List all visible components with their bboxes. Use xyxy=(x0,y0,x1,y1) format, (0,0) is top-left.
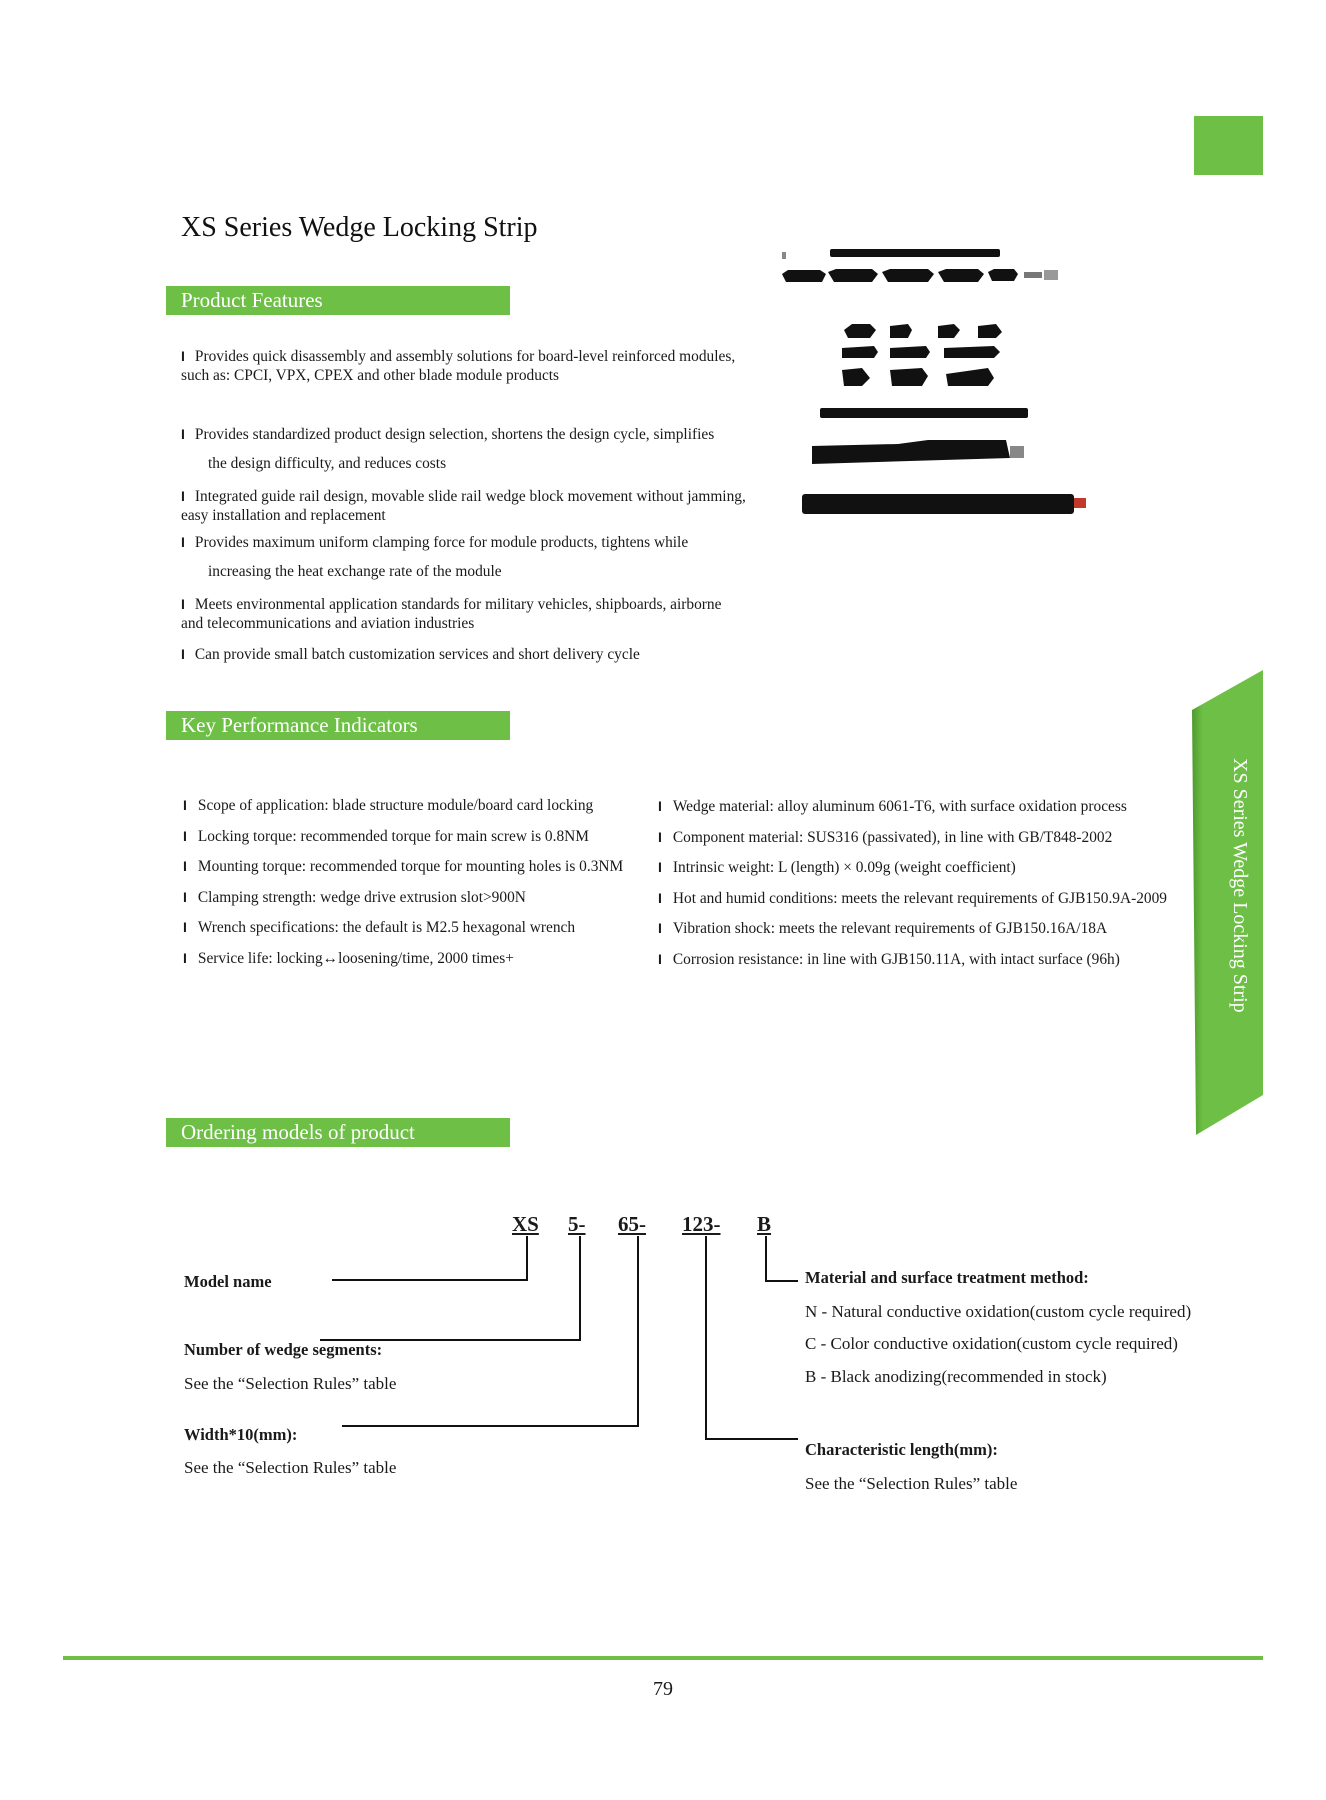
feature-item: I Meets environmental application standards for military vehicles, shipboards, airborne and telecommunications and aviation industries xyxy=(181,596,722,632)
bullet-icon: I xyxy=(183,828,187,844)
kpi-item: I Corrosion resistance: in line with GJB150.11A, with intact surface (96h) xyxy=(658,951,1120,968)
kpi-item: I Wedge material: alloy aluminum 6061-T6, with surface oxidation process xyxy=(658,798,1127,815)
length-label: Characteristic length(mm): xyxy=(805,1440,998,1459)
side-tab-label: XS Series Wedge Locking Strip xyxy=(1229,758,1251,1013)
segments-label: Number of wedge segments: xyxy=(184,1340,383,1359)
kpi-item: I Service life: locking↔loosening/time, 2000 times+ xyxy=(183,950,514,967)
kpi-item: I Component material: SUS316 (passivated), in line with GB/T848-2002 xyxy=(658,829,1113,846)
section-header-ordering: Ordering models of product xyxy=(166,1118,510,1147)
code-segments: 5- xyxy=(568,1212,586,1236)
bullet-icon: I xyxy=(181,426,185,442)
code-series: XS xyxy=(512,1212,539,1236)
bullet-icon: I xyxy=(658,920,662,936)
material-option: N - Natural conductive oxidation(custom cycle required) xyxy=(805,1302,1192,1321)
code-width: 65- xyxy=(618,1212,646,1236)
bullet-icon: I xyxy=(183,919,187,935)
bullet-icon: I xyxy=(183,950,187,966)
width-text: See the “Selection Rules” table xyxy=(184,1458,397,1477)
material-option: B - Black anodizing(recommended in stock) xyxy=(805,1367,1107,1386)
kpi-item: I Clamping strength: wedge drive extrusion slot>900N xyxy=(183,889,526,906)
bullet-icon: I xyxy=(181,348,185,364)
code-material: B xyxy=(757,1212,772,1236)
model-name-label: Model name xyxy=(184,1272,272,1291)
kpi-item: I Scope of application: blade structure module/board card locking xyxy=(183,797,594,814)
segments-text: See the “Selection Rules” table xyxy=(184,1374,397,1393)
width-label: Width*10(mm): xyxy=(184,1425,298,1444)
bullet-icon: I xyxy=(181,534,185,550)
length-text: See the “Selection Rules” table xyxy=(805,1474,1018,1493)
feature-item: I Can provide small batch customization services and short delivery cycle xyxy=(181,646,640,663)
bullet-icon: I xyxy=(658,859,662,875)
bullet-icon: I xyxy=(658,890,662,906)
page-number: 79 xyxy=(653,1678,673,1700)
bullet-icon: I xyxy=(183,797,187,813)
bullet-icon: I xyxy=(183,889,187,905)
bullet-icon: I xyxy=(181,596,185,612)
kpi-item: I Hot and humid conditions: meets the relevant requirements of GJB150.9A-2009 xyxy=(658,890,1168,907)
page-title: XS Series Wedge Locking Strip xyxy=(181,212,538,243)
material-option: C - Color conductive oxidation(custom cycle required) xyxy=(805,1334,1178,1353)
section-header-kpi: Key Performance Indicators xyxy=(166,711,510,740)
bullet-icon: I xyxy=(181,488,185,504)
kpi-item: I Wrench specifications: the default is M2.5 hexagonal wrench xyxy=(183,919,576,936)
product-photo xyxy=(778,244,1116,529)
bullet-icon: I xyxy=(658,829,662,845)
kpi-item: I Intrinsic weight: L (length) × 0.09g (weight coefficient) xyxy=(658,859,1016,876)
kpi-item: I Mounting torque: recommended torque for mounting holes is 0.3NM xyxy=(183,858,624,875)
code-length: 123- xyxy=(682,1212,721,1236)
feature-item: I Provides quick disassembly and assembly solutions for board-level reinforced modules, such as: CPCI, VPX, CPEX and other blade module products xyxy=(181,348,736,384)
section-header-product-features: Product Features xyxy=(166,286,510,315)
feature-item: I Provides maximum uniform clamping force for module products, tightens while increasing the heat exchange rate of the module xyxy=(181,534,689,580)
bullet-icon: I xyxy=(181,646,185,662)
kpi-item: I Locking torque: recommended torque for main screw is 0.8NM xyxy=(183,828,589,845)
bullet-icon: I xyxy=(658,798,662,814)
material-label: Material and surface treatment method: xyxy=(805,1268,1089,1287)
feature-item: I Integrated guide rail design, movable slide rail wedge block movement without jamming, easy installation and replacement xyxy=(181,488,746,524)
side-tab xyxy=(1188,670,1263,1135)
bullet-icon: I xyxy=(183,858,187,874)
footer-divider xyxy=(63,1656,1263,1660)
feature-item: I Provides standardized product design selection, shortens the design cycle, simplifies the design difficulty, and reduces costs xyxy=(181,426,715,472)
bullet-icon: I xyxy=(658,951,662,967)
kpi-item: I Vibration shock: meets the relevant requirements of GJB150.16A/18A xyxy=(658,920,1108,937)
corner-accent-block xyxy=(1194,116,1263,175)
